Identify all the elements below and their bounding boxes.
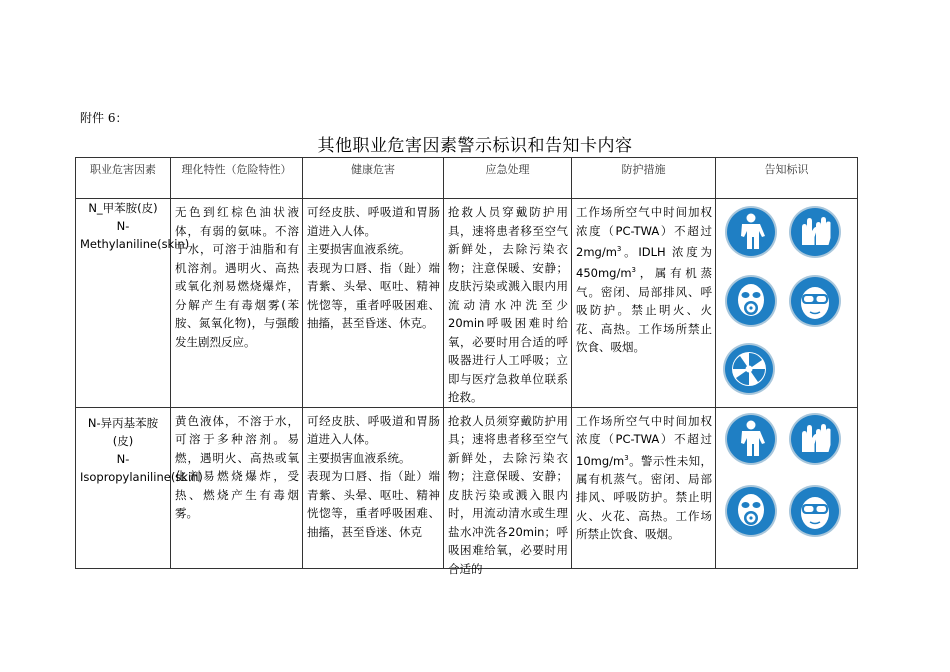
annex-label: 附件 6： [80, 111, 128, 125]
protective-suit-icon [724, 205, 778, 259]
hazard-name: N-异丙基苯胺(皮) N-Isopropylaniline(skin) [76, 407, 171, 568]
safety-goggles-icon [788, 484, 842, 538]
respirator-mask-icon [724, 484, 778, 538]
warning-signs [716, 199, 858, 408]
header-hazard-factor: 职业危害因素 [76, 158, 171, 199]
hazard-properties: 无色到红棕色油状液体，有弱的氨味。不溶于水，可溶于油脂和有机溶剂。遇明火、高热或氧化剂易燃烧爆炸，分解产生有毒烟雾(苯胺、氮氧化物)，与强酸发生剧烈反应。 [171, 199, 303, 408]
header-health-hazard: 健康危害 [303, 158, 444, 199]
header-warning-signs: 告知标识 [716, 158, 858, 199]
hazard-name: N_甲苯胺(皮) N-Methylaniline(skin) [76, 199, 171, 408]
header-protection: 防护措施 [572, 158, 716, 199]
hazard-table [75, 157, 858, 576]
table-row [76, 199, 858, 408]
hazard-health: 可经皮肤、呼吸道和胃肠道进入人体。 主要损害血液系统。 表现为口唇、指（趾）端青紫、头晕、呕吐、精神恍惚等，重者呼吸困难、抽搐，甚至昏迷、休克 [303, 407, 444, 568]
hazard-properties: 黄色液体，不溶于水，可溶于多种溶剂。易燃，遇明火、高热或氧化剂易燃烧爆炸，受热、燃烧产生有毒烟雾。 [171, 407, 303, 568]
protective-suit-icon [724, 412, 778, 466]
header-properties: 理化特性（危险特性） [171, 158, 303, 199]
table-header-row [76, 158, 858, 199]
page-title: 其他职业危害因素警示标识和告知卡内容 [317, 136, 633, 156]
table-row [76, 407, 858, 568]
protective-gloves-icon [788, 412, 842, 466]
safety-goggles-icon [788, 274, 842, 328]
hazard-emergency: 抢救人员须穿戴防护用具；速将患者移至空气新鲜处，去除污染衣物；注意保暖、安静；皮肤污染或溅入眼内时，用流动清水或生理盐水冲洗各20min；呼吸困难给氧，必要时用合适的 [444, 407, 572, 568]
hazard-protection: 工作场所空气中时间加权浓度（PC-TWA）不超过 $10mg/m^3$。警示性未知，属有机蒸气。密闭、局部排风、呼吸防护。禁止明火、火花、高热。工作场所禁止饮食、吸烟。 [572, 407, 716, 568]
protective-gloves-icon [788, 205, 842, 259]
respirator-mask-icon [724, 274, 778, 328]
warning-signs [716, 407, 858, 568]
hazard-emergency: 抢救人员穿戴防护用具，速将患者移至空气新鲜处，去除污染衣物；注意保暖、安静；皮肤污染或溅入眼内用流动清水冲洗至少20min呼吸困难时给氧，必要时用合适的呼吸器进行人工呼吸；立即与医疗急救单位联系抢救。 [444, 199, 572, 408]
ventilation-fan-icon [722, 342, 776, 396]
hazard-protection: 工作场所空气中时间加权浓度（PC-TWA）不超过 $2mg/m^3$。IDLH 浓度为 $450mg/m^3$，属有机蒸气。密闭、局部排风、呼吸防护。禁止明火、火花、高热。工作场所禁止饮食、吸烟。 [572, 199, 716, 408]
header-emergency: 应急处理 [444, 158, 572, 199]
hazard-health: 可经皮肤、呼吸道和胃肠道进入人体。 主要损害血液系统。 表现为口唇、指（趾）端青紫、头晕、呕吐、精神恍惚等，重者呼吸困难、抽搐，甚至昏迷、休克。 [303, 199, 444, 408]
